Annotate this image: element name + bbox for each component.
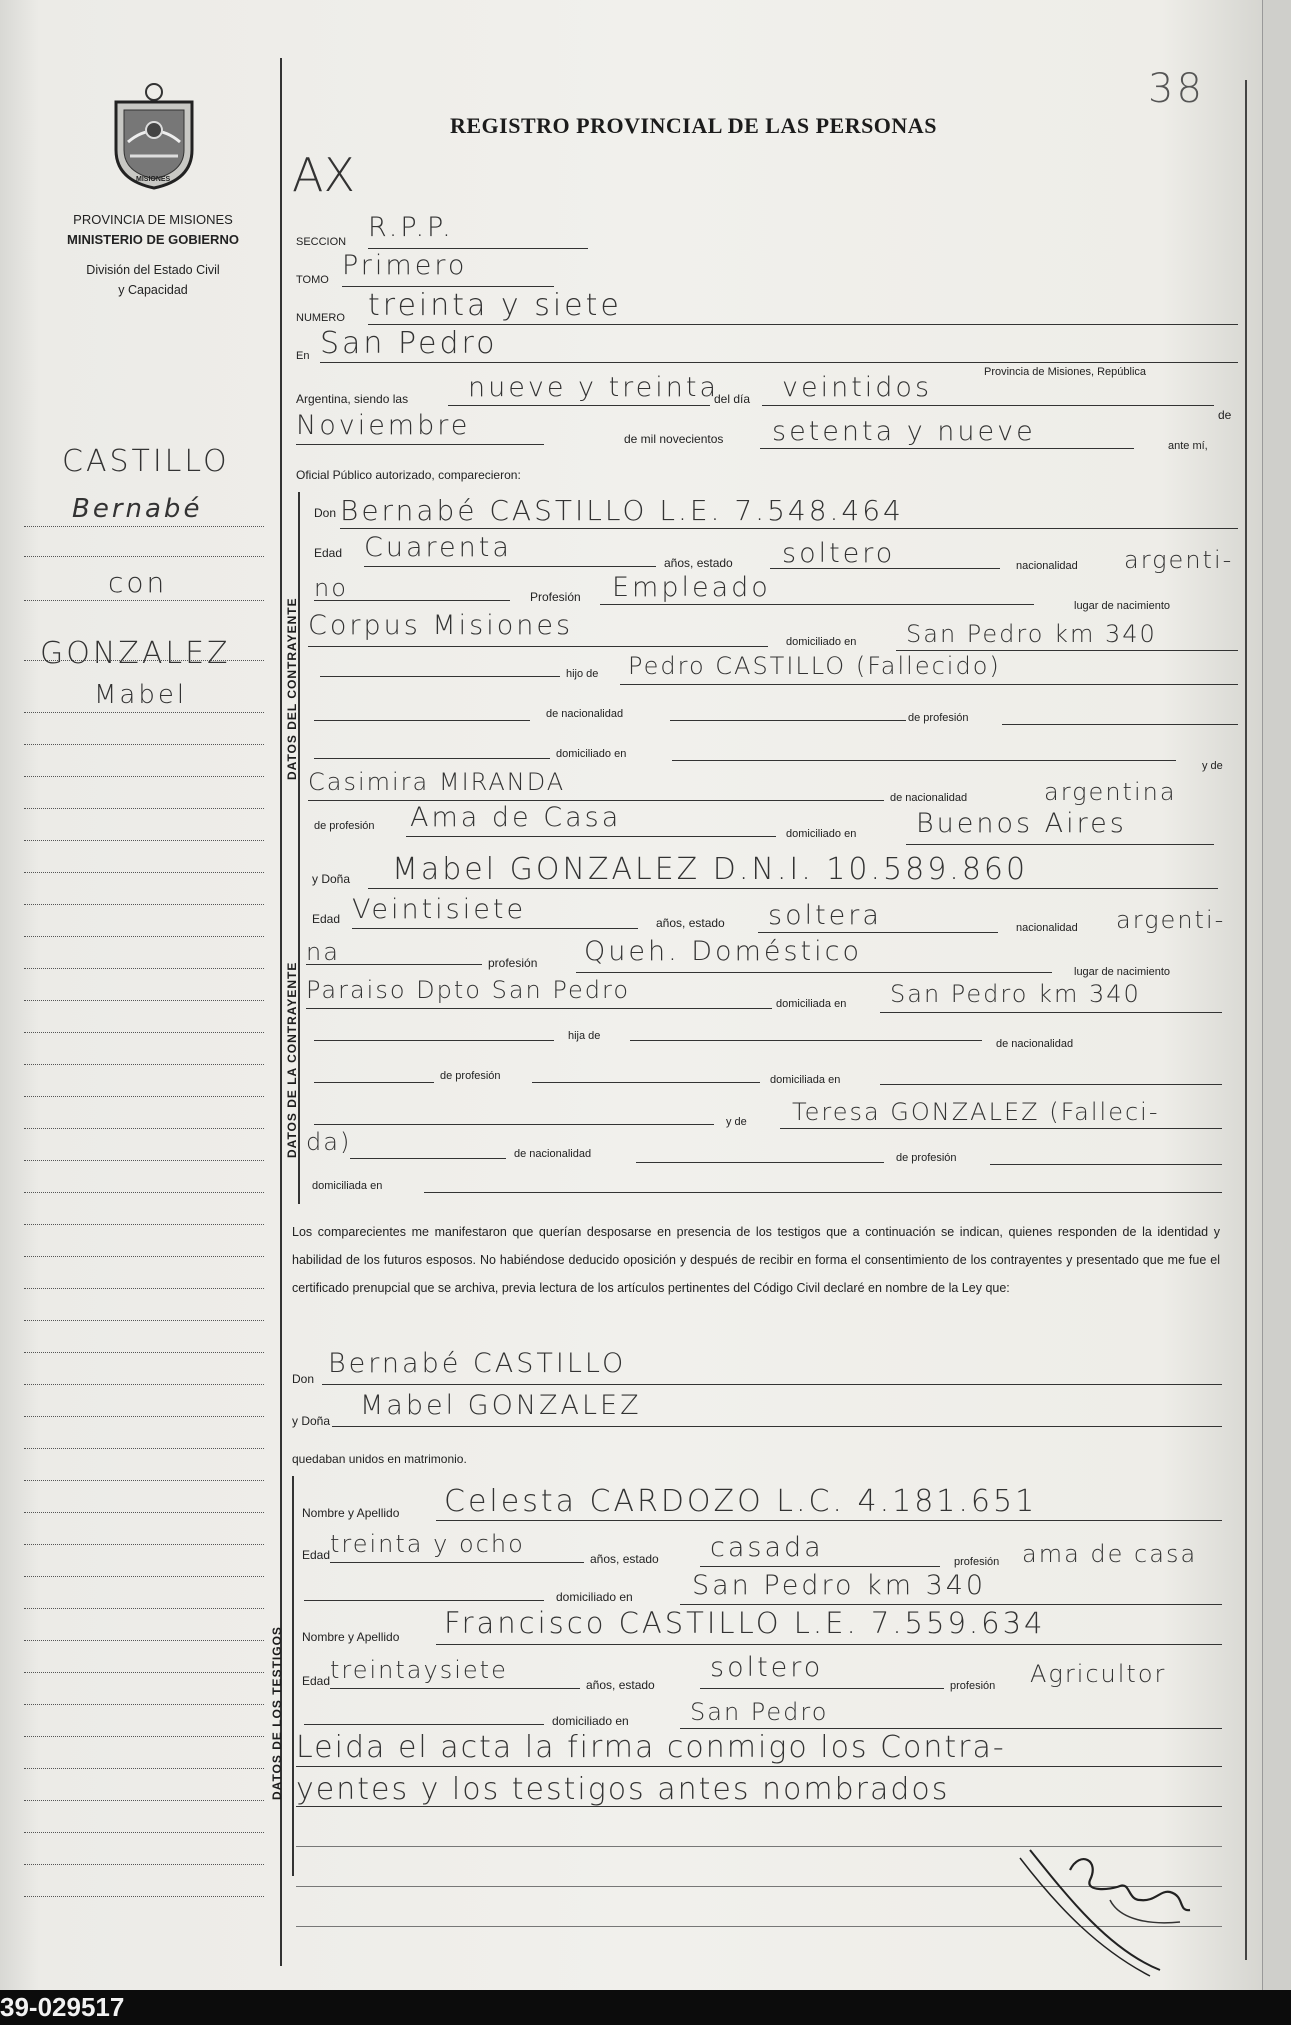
blank-line-5 [314, 758, 550, 759]
nombre-line [340, 528, 1238, 529]
t1-edad-line [330, 1562, 584, 1563]
dom-en-label: domiciliado en [556, 748, 627, 760]
hora-value: nueve y treinta [468, 372, 720, 403]
nacionalidad-f-cont: na [306, 938, 340, 966]
contrayente-f-side-label: DATOS DE LA CONTRAYENTE [285, 961, 299, 1158]
madre-f-cont: da) [306, 1128, 352, 1156]
lugar-line [320, 362, 1238, 363]
t1-estado-line [700, 1566, 940, 1567]
blank-f-line-4 [532, 1082, 760, 1083]
t2-dom-line [680, 1728, 1222, 1729]
madre-line [308, 800, 884, 801]
nacionalidad-f-cont-line [306, 964, 482, 965]
t1-estado-value: casada [710, 1532, 824, 1563]
de-prof-f-label: de profesión [440, 1070, 501, 1082]
tomo-line [342, 286, 554, 287]
lugar-nac-f-value: Paraiso Dpto San Pedro [306, 976, 631, 1004]
t1-edad-label: Edad [302, 1548, 331, 1562]
lugar-nac-line [308, 646, 768, 647]
t1-edad-value: treinta y ocho [330, 1530, 525, 1558]
madre-prof-label: de profesión [314, 820, 375, 832]
t2-dom-label: domiciliado en [552, 1714, 629, 1728]
de-prof-label: de profesión [908, 712, 969, 724]
t2-nombre: Francisco CASTILLO L.E. 7.559.634 [444, 1606, 1046, 1640]
profesion-label: Profesión [530, 590, 581, 604]
numero-value: treinta y siete [368, 288, 622, 323]
domicilio-line [896, 650, 1238, 651]
blank-line-2 [314, 720, 530, 721]
declaration-text: Los comparecientes me manifestaron que querían desposarse en presencia de los testigos que a continuación se indican, quienes responden de la identidad y habilidad de los futuros esposos. No habiéndose deducido oposición y después de recibir en forma el consentimiento de los contrayentes y presentado que me fue el certificado prenupcial que se archiva, previa lectura de los artículos pertinentes del Código Civil declaré en nombre de la Ley que: [292, 1225, 1220, 1295]
provincia-text: Provincia de Misiones, República [984, 366, 1147, 378]
domicilio-value: San Pedro km 340 [906, 620, 1157, 648]
domiciliado-label: domiciliado en [786, 636, 857, 648]
t2-edad-line [330, 1688, 580, 1689]
margin-initials: AX [292, 148, 355, 202]
t1-dom-label: domiciliado en [556, 1590, 633, 1604]
de-nac-label: de nacionalidad [546, 708, 624, 720]
footer-bar [0, 1990, 1291, 2025]
madre-f-value: Teresa GONZALEZ (Falleci- [792, 1098, 1160, 1126]
profesion-f-line [576, 972, 1052, 973]
contrayente-f-nombre: Mabel GONZALEZ D.N.I. 10.589.860 [392, 852, 1029, 887]
page-number: 38 [1148, 66, 1205, 112]
dia-value: veintidos [782, 372, 933, 403]
t1-dom-value: San Pedro km 340 [692, 1570, 987, 1601]
del-dia-text: del día [714, 392, 751, 406]
decl-dona-line [332, 1426, 1222, 1427]
margin-connector: con [108, 566, 168, 599]
hijo-label: hijo de [566, 668, 599, 680]
t1-blank-line [304, 1600, 544, 1601]
blank-f-line-3 [314, 1082, 434, 1083]
estado-f-line [758, 932, 998, 933]
lugar-nac-f-label: lugar de nacimiento [1074, 966, 1171, 978]
closing-line-1: Leida el acta la firma conmigo los Contra- [296, 1730, 1006, 1765]
anios-estado-label: años, estado [664, 556, 733, 570]
testigos-side-label: DATOS DE LOS TESTIGOS [270, 1626, 284, 1800]
t2-blank-line [304, 1724, 544, 1725]
edad-f-value: Veintisiete [352, 894, 527, 925]
nacionalidad-cont-line [314, 600, 510, 601]
blank-line-1 [320, 676, 560, 677]
t2-edad-label: Edad [302, 1674, 331, 1688]
madre-prof-value: Ama de Casa [410, 802, 622, 833]
t1-prof-value: ama de casa [1022, 1540, 1198, 1568]
mes-line [296, 444, 544, 445]
madre-nac-label: de nacionalidad [890, 792, 968, 804]
blank-line-3 [670, 720, 906, 721]
padre-value: Pedro CASTILLO (Fallecido) [628, 652, 1001, 680]
madre-dom-value: Buenos Aires [916, 808, 1127, 839]
decl-don-line [322, 1384, 1222, 1385]
profesion-f-label: profesión [488, 956, 538, 970]
blank-line-4 [1002, 724, 1238, 725]
madre-f-line [780, 1128, 1222, 1129]
blank-f-line-6 [314, 1124, 714, 1125]
t2-estado-value: soltero [710, 1652, 824, 1683]
province-label: PROVINCIA DE MISIONES [73, 212, 233, 227]
division-label: División del Estado Civil [86, 263, 220, 277]
nacionalidad-cont: no [314, 574, 348, 602]
signature-icon [1010, 1830, 1200, 1980]
lugar-value: San Pedro [320, 326, 498, 361]
oficial-text: Oficial Público autorizado, comparecieron: [296, 468, 521, 482]
t2-nombre-line [436, 1644, 1222, 1645]
blank-f-line-7 [350, 1158, 506, 1159]
t2-estado-label: años, estado [586, 1678, 655, 1692]
argentina-text: Argentina, siendo las [296, 392, 409, 406]
t2-estado-line [700, 1688, 944, 1689]
profesion-value: Empleado [612, 572, 771, 603]
decl-dona-value: Mabel GONZALEZ [360, 1390, 642, 1421]
lugar-nac-value: Corpus Misiones [308, 610, 574, 641]
madre-prof-line [406, 836, 776, 837]
closing-line-1-rule [296, 1766, 1222, 1767]
page-title: REGISTRO PROVINCIAL DE LAS PERSONAS [450, 113, 937, 138]
madre-f-dom-label: domiciliada en [312, 1180, 383, 1192]
footer-code: 39-029517 [0, 1992, 125, 2022]
t1-label: Nombre y Apellido [302, 1506, 400, 1520]
decl-dona-label: y Doña [292, 1414, 331, 1428]
blank-f-line-1 [314, 1040, 554, 1041]
de-nac-f-label: de nacionalidad [996, 1038, 1074, 1050]
nacionalidad-value: argenti- [1124, 546, 1234, 574]
t1-dom-line [680, 1604, 1222, 1605]
blank-line-6 [672, 760, 1176, 761]
domicilio-f-value: San Pedro km 340 [890, 980, 1141, 1008]
en-label: En [296, 350, 310, 362]
madre-f-prof-label: de profesión [896, 1152, 957, 1164]
closing-line-2-rule [296, 1806, 1222, 1807]
estado-value: soltero [782, 538, 896, 569]
seccion-label: SECCION [296, 236, 347, 248]
ante-mi-text: ante mí, [1168, 440, 1208, 452]
decl-don-label: Don [292, 1372, 315, 1386]
t1-prof-label: profesión [954, 1556, 1000, 1568]
profesion-f-value: Queh. Doméstico [584, 936, 862, 967]
numero-label: NUMERO [296, 312, 345, 324]
edad-line [364, 566, 656, 567]
y-de-label: y de [1202, 760, 1223, 772]
t2-edad-value: treintaysiete [330, 1656, 508, 1684]
t2-prof-value: Agricultor [1030, 1660, 1167, 1688]
domicilio-f-line [880, 1012, 1222, 1013]
blank-f-line-10 [424, 1192, 1222, 1193]
madre-dom-label: domiciliado en [786, 828, 857, 840]
edad-value: Cuarenta [364, 532, 512, 563]
margin-name-2: Mabel [94, 680, 188, 710]
tomo-label: TOMO [296, 274, 329, 286]
numero-line [368, 324, 1238, 325]
t2-prof-label: profesión [950, 1680, 996, 1692]
don-label: Don [314, 506, 337, 520]
dia-line [762, 405, 1214, 406]
madre-dom-line [906, 844, 1214, 845]
hora-line [448, 405, 710, 406]
closing-line-2: yentes y los testigos antes nombrados [296, 1772, 950, 1807]
nacionalidad-label: nacionalidad [1016, 560, 1078, 572]
t2-dom-value: San Pedro [690, 1698, 829, 1726]
anios-estado-f-label: años, estado [656, 916, 725, 930]
lugar-nac-f-line [306, 1008, 772, 1009]
edad-f-line [352, 928, 638, 929]
page-edge [1262, 0, 1291, 1990]
estado-line [770, 568, 1000, 569]
blank-f-line-9 [990, 1164, 1222, 1165]
contrayente-side-label: DATOS DEL CONTRAYENTE [285, 597, 299, 780]
testigos-section-border [292, 1476, 294, 1876]
nacionalidad-f-label: nacionalidad [1016, 922, 1078, 934]
nacionalidad-f-value: argenti- [1116, 906, 1226, 934]
contrayente-f-nombre-line [368, 888, 1218, 889]
decl-don-value: Bernabé CASTILLO [328, 1348, 627, 1379]
domiciliada-f-label: domiciliada en [776, 998, 847, 1010]
margin-name-1: Bernabé [72, 494, 203, 524]
anio-line [760, 448, 1134, 449]
t2-label: Nombre y Apellido [302, 1630, 400, 1644]
blank-f-line-8 [636, 1162, 884, 1163]
padre-line [620, 684, 1238, 685]
madre-nac-value: argentina [1044, 778, 1177, 806]
margin-surname-1: CASTILLO [62, 444, 230, 479]
hija-label: hija de [568, 1030, 601, 1042]
seal-label: MISIONES [136, 176, 171, 183]
de-text: de [1218, 408, 1232, 422]
margin-surname-2: GONZALEZ [40, 636, 231, 671]
lugar-nac-label: lugar de nacimiento [1074, 600, 1171, 612]
estado-f-value: soltera [768, 900, 882, 931]
t1-estado-label: años, estado [590, 1552, 659, 1566]
madre-value: Casimira MIRANDA [308, 768, 566, 796]
dom-en-f-label: domiciliada en [770, 1074, 841, 1086]
tomo-value: Primero [342, 250, 468, 281]
edad-label: Edad [314, 546, 343, 560]
blank-f-line-2 [630, 1040, 982, 1041]
division-label-2: y Capacidad [118, 283, 188, 297]
contrayente-nombre: Bernabé CASTILLO L.E. 7.548.464 [340, 494, 904, 527]
madre-f-nac-label: de nacionalidad [514, 1148, 592, 1160]
ministry-label: MINISTERIO DE GOBIERNO [67, 232, 239, 247]
y-de-f-label: y de [726, 1116, 747, 1128]
mes-value: Noviembre [296, 410, 471, 441]
blank-f-line-5 [880, 1084, 1222, 1085]
dona-label: y Doña [312, 872, 351, 886]
right-column-border [1245, 80, 1247, 1960]
anio-value: setenta y nueve [772, 416, 1036, 447]
t1-nombre-line [436, 1520, 1222, 1521]
seccion-line [368, 248, 588, 249]
unidos-text: quedaban unidos en matrimonio. [292, 1452, 467, 1466]
t1-nombre: Celesta CARDOZO L.C. 4.181.651 [444, 1484, 1038, 1519]
de-mil-text: de mil novecientos [624, 432, 724, 446]
profesion-line [600, 604, 1034, 605]
edad-f-label: Edad [312, 912, 341, 926]
seccion-value: R.P.P. [368, 212, 454, 243]
